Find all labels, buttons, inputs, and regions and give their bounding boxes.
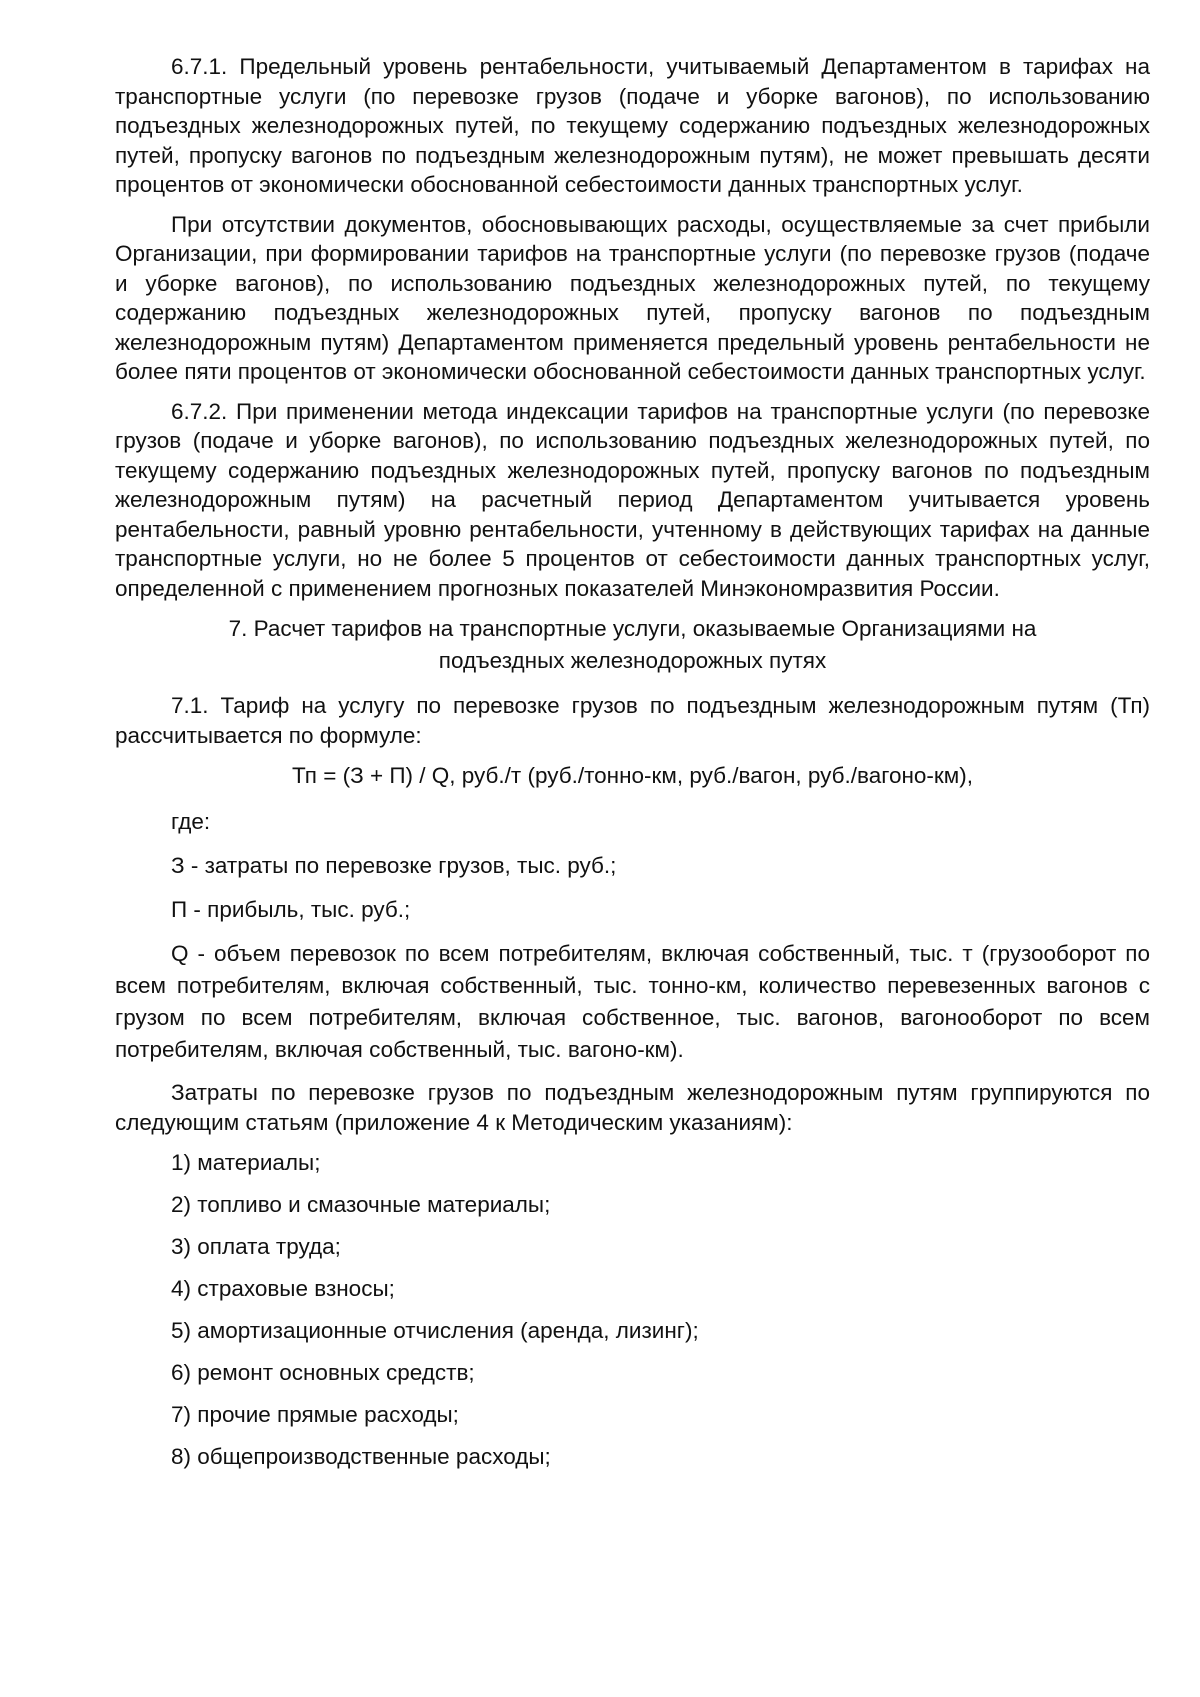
paragraph-no-documents: При отсутствии документов, обосновывающих расходы, осуществляемые за счет прибыли Организации, при формировании тарифов на транспортные услуги (по перевозке грузов (подаче и уборке вагонов), по использованию подъездных железнодорожных путей, по текущему содержанию подъездных железнодорожных путей, пропуску вагонов по подъездным железнодорожным путям) Департаментом применяется предельный уровень рентабельности не более пяти процентов от экономически обоснованной себестоимости данных транспортных услуг. [115,211,1150,384]
list-item: 5) амортизационные отчисления (аренда, лизинг); [171,1318,699,1343]
cost-items-list [115,1147,1150,1473]
list-item: 2) топливо и смазочные материалы; [171,1192,551,1217]
definition-p: П - прибыль, тыс. руб.; [171,897,411,922]
list-item: 7) прочие прямые расходы; [171,1402,459,1427]
paragraph-6-7-2: 6.7.2. При применении метода индексации тарифов на транспортные услуги (по перевозке грузов (подаче и уборке вагонов), по использованию подъездных железнодорожных путей, по текущему содержанию подъездных железнодорожных путей, пропуску вагонов по подъездным железнодорожным путям) на расчетный период Департаментом учитывается уровень рентабельности, равный уровню рентабельности, учтенному в действующих тарифах на данные транспортные услуги, но не более 5 процентов от себестоимости данных транспортных услуг, определенной с применением прогнозных показателей Минэкономразвития России. [115,398,1150,601]
section-heading-line-2: подъездных железнодорожных путях [438,648,827,673]
section-heading-line-1: 7. Расчет тарифов на транспортные услуги, оказываемые Организациями на [228,616,1037,641]
list-item: 3) оплата труда; [171,1234,341,1259]
paragraph-6-7-1: 6.7.1. Предельный уровень рентабельности, учитываемый Департаментом в тарифах на транспортные услуги (по перевозке грузов (подаче и уборке вагонов), по использованию подъездных железнодорожных путей, по текущему содержанию подъездных железнодорожных путей, пропуску вагонов по подъездным железнодорожным путям), не может превышать десяти процентов от экономически обоснованной себестоимости данных транспортных услуг. [115,54,1150,197]
list-item: 1) материалы; [171,1150,321,1175]
section-heading-7 [115,613,1150,677]
tariff-formula: Тп = (З + П) / Q, руб./т (руб./тонно-км, руб./вагон, руб./вагоно-км), [292,763,973,788]
paragraph-cost-grouping: Затраты по перевозке грузов по подъездным железнодорожным путям группируются по следующим статьям (приложение 4 к Методическим указаниям): [115,1080,1150,1135]
definition-z: З - затраты по перевозке грузов, тыс. руб.; [171,853,617,878]
list-item: 4) страховые взносы; [171,1276,395,1301]
where-label: где: [171,809,211,834]
list-item: 8) общепроизводственные расходы; [171,1444,551,1469]
list-item: 6) ремонт основных средств; [171,1360,475,1385]
document-page [115,52,1150,1483]
definition-q: Q - объем перевозок по всем потребителям, включая собственный, тыс. т (грузооборот по всем потребителям, включая собственный, тыс. тонно-км, количество перевезенных вагонов с грузом по всем потребителям, включая собственное, тыс. вагонов, вагонооборот по всем потребителям, включая собственный, тыс. вагоно-км). [115,941,1150,1062]
paragraph-7-1: 7.1. Тариф на услугу по перевозке грузов по подъездным железнодорожным путям (Тп) рассчитывается по формуле: [115,693,1150,748]
